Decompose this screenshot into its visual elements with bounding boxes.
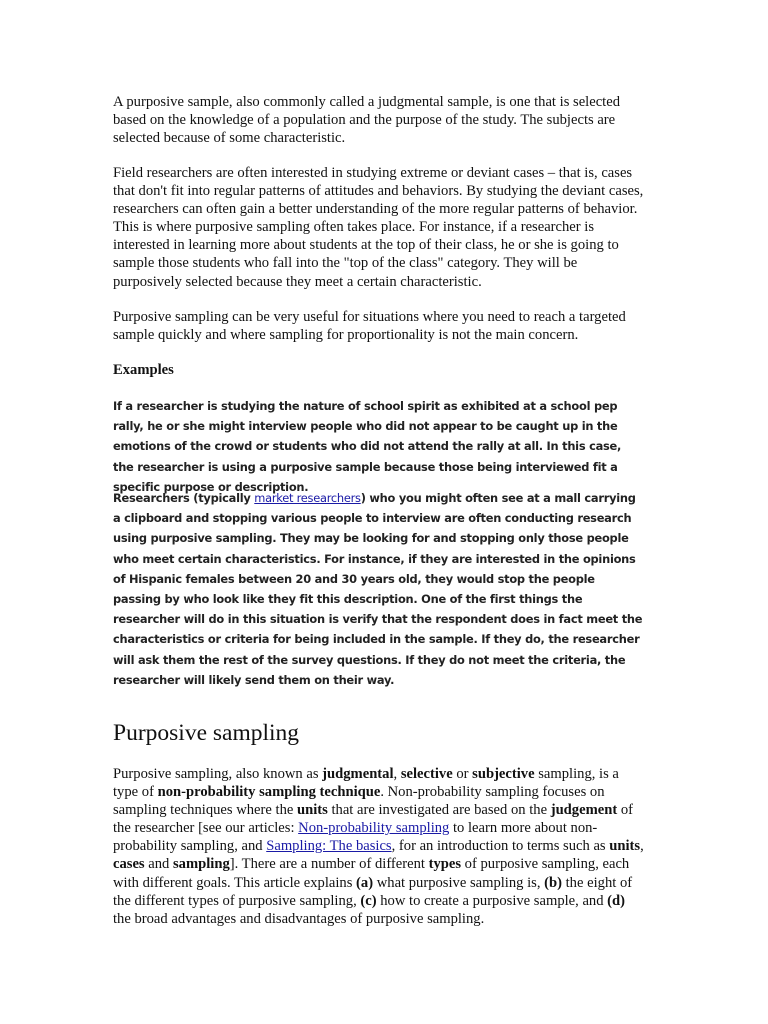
def-text: . Non-probability sampling focuses on sampling techniques where the bbox=[113, 784, 605, 819]
term-types: types bbox=[428, 856, 462, 873]
term-subjective: subjective bbox=[472, 766, 535, 782]
def-text: the broad advantages and disadvantages of purposive sampling. bbox=[113, 910, 485, 927]
def-text: of the researcher [see our articles: bbox=[113, 802, 633, 837]
sampling-basics-link[interactable]: Sampling: The basics bbox=[266, 838, 392, 855]
def-text: the eight of the different types of purposive sampling, bbox=[113, 874, 633, 909]
marker-a: (a) bbox=[356, 874, 374, 891]
examples-heading: Examples bbox=[113, 362, 174, 378]
field-researchers-paragraph: Field researchers are often interested in studying extreme or deviant cases – that is, cases that don't fit into regular patterns of attitudes and behaviors. By studying the deviant cases, researchers can often gain a better understanding of the more regular patterns of behavior. This is where purposive sampling often takes place. For instance, if a researcher is interested in learning more about students at the top of their class, he or she is going to sample those students who fall into the "top of the class" category. They will be purposively selected because they meet a certain characteristic. bbox=[113, 165, 644, 290]
marker-c: (c) bbox=[360, 892, 377, 909]
market-researchers-link[interactable]: market researchers bbox=[254, 491, 361, 505]
def-text: what purposive sampling is, bbox=[373, 874, 545, 891]
non-probability-sampling-link[interactable]: Non-probability sampling bbox=[298, 820, 450, 837]
term-judgmental: judgmental bbox=[322, 766, 394, 782]
def-text: to learn more about non-probability sampling, and bbox=[113, 820, 598, 855]
term-sampling: sampling bbox=[173, 856, 230, 873]
def-text: Purposive sampling, also known as bbox=[113, 766, 323, 782]
def-text: and bbox=[144, 856, 173, 873]
definition-paragraph bbox=[113, 765, 645, 928]
def-text: of purposive sampling, each with different goals. This article explains bbox=[113, 856, 630, 891]
example-market-researchers bbox=[113, 488, 645, 690]
example-school-spirit: If a researcher is studying the nature of school spirit as exhibited at a school pep rally, he or she might interview people who did not appear to be caught up in the emotions of the crowd or students who did not attend the rally at all. In this case, the researcher is using a purposive sample because those being interviewed fit a specific purpose or description. bbox=[113, 399, 622, 494]
example-text-pre: Researchers (typically bbox=[113, 491, 255, 505]
def-text: , for an introduction to terms such as bbox=[391, 838, 610, 855]
section-heading: Purposive sampling bbox=[113, 720, 300, 746]
example-text-post: ) who you might often see at a mall carrying a clipboard and stopping various people to interview are often conducting research using purposive sampling. They may be looking for and stopping only those people who meet certain characteristics. For instance, if they are interested in the opinions of Hispanic females between 20 and 30 years old, they would stop the people passing by who look like they fit this description. One of the first things the researcher will do in this situation is verify that the respondent does in fact meet the characteristics or criteria for being included in the sample. If they do, the researcher will ask them the rest of the survey questions. If they do not meet the criteria, the researcher will likely send them on their way. bbox=[113, 491, 643, 687]
usefulness-paragraph: Purposive sampling can be very useful for situations where you need to reach a targeted sample quickly and where sampling for proportionality is not the main concern. bbox=[113, 309, 626, 344]
def-text: how to create a purposive sample, and bbox=[376, 892, 608, 909]
term-units: units bbox=[297, 802, 328, 819]
term-cases: cases bbox=[113, 856, 145, 873]
def-text: sampling, is a type of bbox=[113, 766, 619, 801]
def-text: , bbox=[640, 838, 644, 855]
marker-d: (d) bbox=[607, 892, 626, 909]
term-units: units bbox=[609, 838, 641, 855]
term-judgement: judgement bbox=[550, 802, 618, 819]
term-non-probability-technique: non-probability sampling technique bbox=[157, 784, 381, 801]
def-text: ]. There are a number of different bbox=[229, 856, 429, 873]
marker-b: (b) bbox=[544, 874, 562, 891]
intro-paragraph: A purposive sample, also commonly called a judgmental sample, is one that is selected based on the knowledge of a population and the purpose of the study. The subjects are selected because of some characteristic. bbox=[113, 94, 621, 147]
def-text: , bbox=[393, 766, 401, 782]
def-text: that are investigated are based on the bbox=[327, 802, 551, 819]
def-text: or bbox=[452, 766, 473, 782]
term-selective: selective bbox=[400, 766, 453, 782]
